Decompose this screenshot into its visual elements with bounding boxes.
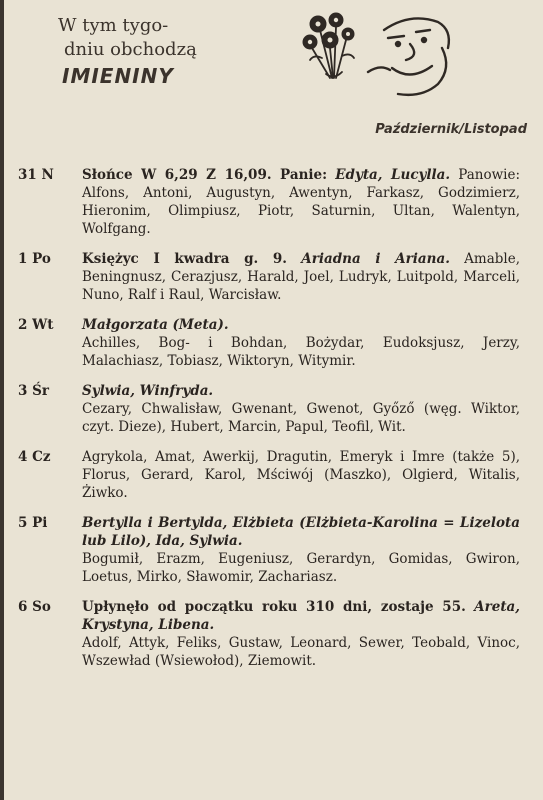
entry-text (82, 166, 520, 238)
astro-info: Słońce W 6,29 Z 16,09. Panie: (82, 167, 328, 183)
women-names: Małgorzata (Meta). (82, 317, 229, 333)
women-names: Ariadna i Ariana. (301, 251, 450, 267)
astro-info: Upłynęło od początku roku 310 dni, zostaje 55. (82, 599, 466, 615)
day-label: 4 Cz (18, 449, 51, 465)
day-label: 1 Po (18, 251, 51, 267)
flower-bouquet-face-drawing-icon (292, 8, 462, 100)
women-names: Edyta, Lucylla. (335, 167, 451, 183)
men-names: Amable, Beningnusz, Cerazjusz, Harald, Joel, Ludryk, Luitpold, Marceli, Nuno, Ralf i Raul, Warcisław. (82, 251, 521, 303)
men-names: Cezary, Chwalisław, Gwenant, Gwenot, Győző (węg. Wiktor, czyt. Dieze), Hubert, Marcin, Papul, Teofil, Wit. (82, 401, 520, 435)
day-label: 5 Pi (18, 515, 48, 531)
title-line-3: IMIENINY (62, 64, 174, 88)
entries-list (0, 166, 543, 682)
women-names: Sylwia, Winfryda. (82, 383, 214, 399)
section-title (56, 14, 256, 88)
day-label: 2 Wt (18, 317, 54, 333)
list-item (0, 382, 543, 436)
men-names: Adolf, Attyk, Feliks, Gustaw, Leonard, Sewer, Teobald, Vinoc, Wszewład (Wsiewołod), Ziemowit. (82, 635, 520, 669)
day-label: 6 So (18, 599, 51, 615)
day-label: 31 N (18, 167, 54, 183)
title-line-1: W tym tygo- (58, 15, 169, 36)
astro-info: Księżyc I kwadra g. 9. (82, 251, 287, 267)
entry-text (82, 382, 520, 436)
list-item (0, 514, 543, 586)
men-names: Bogumił, Erazm, Eugeniusz, Gerardyn, Gomidas, Gwiron, Loetus, Mirko, Sławomir, Zachariasz. (82, 551, 520, 585)
month-label: Październik/Listopad (375, 122, 527, 137)
day-label: 3 Śr (18, 383, 49, 399)
entry-text (82, 448, 520, 502)
list-item (0, 316, 543, 370)
entry-text (82, 598, 520, 670)
men-names: Agrykola, Amat, Awerkij, Dragutin, Emeryk i Imre (także 5), Florus, Gerard, Karol, Mściwój (Maszko), Olgierd, Witalis, Żiwko. (82, 449, 520, 501)
list-item (0, 250, 543, 304)
men-names: Panowie: Alfons, Antoni, Augustyn, Awentyn, Farkasz, Godzimierz, Hieronim, Olimpiusz, Piotr, Saturnin, Ultan, Walentyn, Wolfgang. (82, 167, 520, 237)
women-names: Bertylla i Bertylda, Elżbieta (Elżbieta-Karolina = Lizelota lub Lilo), Ida, Sylwia. (82, 515, 520, 549)
entry-text (82, 250, 520, 304)
women-names: Areta, Krystyna, Libena. (82, 599, 520, 633)
title-line-2: dniu obchodzą (64, 39, 197, 60)
list-item (0, 166, 543, 238)
list-item (0, 598, 543, 670)
entry-text (82, 316, 520, 370)
entry-text (82, 514, 520, 586)
list-item (0, 448, 543, 502)
men-names: Achilles, Bog- i Bohdan, Bożydar, Eudoksjusz, Jerzy, Malachiasz, Tobiasz, Wiktoryn, Witymir. (82, 335, 520, 369)
